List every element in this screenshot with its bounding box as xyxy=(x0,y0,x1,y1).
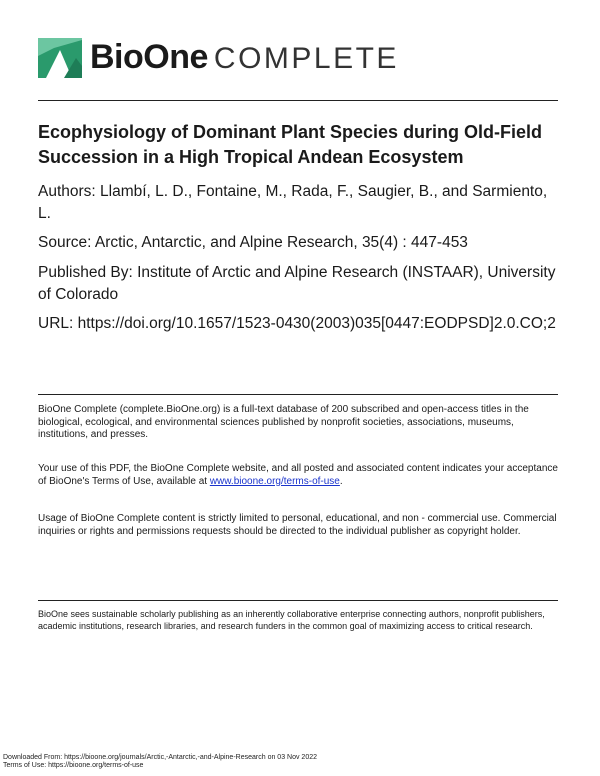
article-publisher: Published By: Institute of Arctic and Alpine Research (INSTAAR), University of Colorado xyxy=(38,264,556,303)
footer-terms: Terms of Use: https://bioone.org/terms-of-use xyxy=(3,762,144,769)
footer-downloaded: Downloaded From: https://bioone.org/journals/Arctic,-Antarctic,-and-Alpine-Research on 03 Nov 2022 xyxy=(3,754,317,761)
article-title: Ecophysiology of Dominant Plant Species during Old-Field Succession in a High Tropical Andean Ecosystem xyxy=(38,122,543,167)
mission-divider xyxy=(38,600,558,601)
logo-brand: BioOne xyxy=(90,38,208,76)
article-authors: Authors: Llambí, L. D., Fontaine, M., Rada, F., Saugier, B., and Sarmiento, L. xyxy=(38,183,548,222)
mission-statement: BioOne sees sustainable scholarly publishing as an inherently collaborative enterprise connecting authors, nonprofit publishers, academic institutions, research libraries, and research funders in the common goal of maximizing access to critical research. xyxy=(38,609,545,631)
article-source: Source: Arctic, Antarctic, and Alpine Research, 35(4) : 447-453 xyxy=(38,234,468,251)
terms-prefix: Your use of this PDF, the BioOne Complete website, and all posted and associated content indicates your acceptance of BioOne's Terms of Use, available at xyxy=(38,463,558,487)
terms-of-use-link[interactable]: www.bioone.org/terms-of-use xyxy=(209,475,340,487)
database-notice: BioOne Complete (complete.BioOne.org) is a full-text database of 200 subscribed and open-access titles in the biological, ecological, and environmental sciences published by nonprofit societies, associations, museums, institutions, and presses. xyxy=(38,404,529,440)
terms-suffix: . xyxy=(339,475,343,487)
bioone-logo xyxy=(38,38,399,78)
header-divider xyxy=(38,100,558,101)
bioone-leaf-icon xyxy=(38,38,82,78)
section-divider xyxy=(38,394,558,395)
article-url[interactable]: URL: https://doi.org/10.1657/1523-0430(2003)035[0447:EODPSD]2.0.CO;2 xyxy=(38,315,556,332)
usage-notice: Usage of BioOne Complete content is strictly limited to personal, educational, and non - commercial use. Commercial inquiries or rights and permissions requests should be directed to the individual publisher as copyright holder. xyxy=(38,513,557,537)
terms-notice xyxy=(38,463,558,488)
logo-suffix: COMPLETE xyxy=(213,42,399,75)
